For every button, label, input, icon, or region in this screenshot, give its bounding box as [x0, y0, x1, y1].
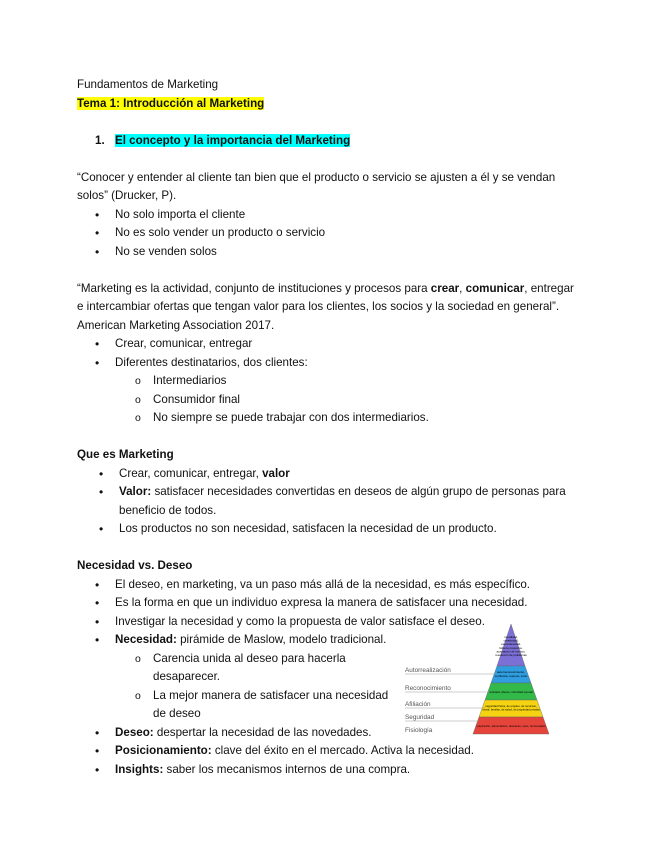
list-item [77, 742, 582, 761]
ama-text: , [459, 281, 466, 295]
list-item: • Crear, comunicar, entregar [77, 335, 582, 354]
maslow-level-text [476, 724, 546, 728]
ama-quote-line-1 [77, 280, 582, 299]
section-heading [77, 132, 582, 151]
list-item [77, 465, 582, 484]
maslow-label: Afiliación [405, 701, 431, 708]
item-bold: Deseo: [115, 725, 154, 739]
maslow-level-text-line: aceptación de hechos, [496, 649, 526, 654]
course-title: Fundamentos de Marketing [77, 78, 219, 91]
drucker-quote-line-1: “Conocer y entender al cliente tan bien que el producto o servicio se ajusten a él y se vendan [77, 170, 556, 184]
item-bold: Posicionamiento: [115, 744, 212, 757]
item-text: desaparecer. [153, 670, 221, 683]
section-title: El concepto y la importancia del Marketing [115, 133, 351, 147]
item-text: satisfacer necesidades convertidas en deseos de algún grupo de personas para [151, 485, 566, 498]
ama-text: , entregar [524, 281, 574, 295]
topic-title-highlight: Tema 1: Introducción al Marketing [77, 96, 265, 110]
list-item: • El deseo, en marketing, va un paso más allá de la necesidad, es más específico. [77, 576, 582, 595]
drucker-quote-line-2: solos” (Drucker, P). [77, 189, 177, 202]
topic-title [77, 95, 582, 114]
list-item: • Los productos no son necesidad, satisfacen la necesidad de un producto. [77, 520, 582, 539]
maslow-level-text-line: respiración, alimentación, descanso, sexo, homeostasis [476, 724, 546, 728]
list-item: • Investigar la necesidad y como la propuesta de valor satisface el deseo. [77, 613, 582, 632]
maslow-level-text [495, 670, 528, 678]
bullet-list-2 [77, 335, 582, 428]
ama-quote-line-2: e intercambiar ofertas que tengan valor para los clientes, los socios y la sociedad en general”. [77, 300, 560, 313]
maslow-level-text-line: autorreconocimiento, [496, 670, 526, 674]
maslow-label: Reconocimiento [405, 685, 451, 692]
item-bold: Necesidad: [115, 633, 177, 646]
ama-text: “Marketing es la actividad, conjunto de instituciones y procesos para [77, 281, 431, 295]
maslow-level-text-line: amistad, afecto, intimidad sexual [489, 690, 533, 694]
list-item [77, 761, 582, 780]
item-text: Carencia unida al deseo para hacerla [153, 651, 346, 665]
maslow-level-text-line: moralidad, [504, 635, 518, 639]
section-number: 1. [95, 133, 105, 147]
item-bold: valor [262, 466, 290, 480]
list-item: • No es solo vender un producto o servicio [77, 224, 582, 243]
ama-quote-line-3: American Marketing Association 2017. [77, 318, 275, 332]
list-item [77, 483, 582, 520]
maslow-level-text-line: resolución de problemas [495, 653, 527, 657]
list-item: • No se venden solos [77, 243, 582, 262]
maslow-level-text [482, 704, 540, 712]
sub-list-item: o Consumidor final [77, 391, 582, 410]
item-text: de deseo [153, 707, 201, 720]
item-text: pirámide de Maslow, modelo tradicional. [176, 633, 387, 646]
maslow-label: Fisiología [405, 727, 433, 734]
maslow-level-text-line: creatividad, [503, 638, 519, 643]
maslow-level-text-line: falta de prejuicios, [499, 645, 523, 650]
maslow-label: Autorrealización [405, 667, 451, 674]
pyramid-level-labels [405, 667, 451, 734]
sub-list-item: o No siempre se puede trabajar con dos intermediarios. [77, 409, 582, 428]
item-bold: Insights: [115, 762, 164, 776]
item-text: beneficio de todos. [119, 503, 217, 517]
sub-list-item: o Intermediarios [77, 372, 582, 391]
item-text: despertar la necesidad de las novedades. [153, 725, 372, 739]
item-text: clave del éxito en el mercado. Activa la necesidad. [211, 744, 474, 757]
ama-bold-crear: crear [430, 281, 460, 295]
item-text: La mejor manera de satisfacer una necesidad [153, 688, 389, 702]
item-bold: Valor: [119, 485, 152, 498]
maslow-label: Seguridad [405, 714, 435, 721]
maslow-level-text-line: confianza, respeto, éxito [494, 674, 528, 678]
que-es-heading: Que es Marketing [77, 448, 174, 461]
item-text: Crear, comunicar, entregar, [119, 466, 263, 480]
list-item: • Diferentes destinatarios, dos clientes: [77, 354, 582, 373]
maslow-level-text [495, 635, 527, 657]
maslow-level-text-line: espontaneidad, [501, 642, 521, 647]
que-es-list [77, 465, 582, 539]
maslow-pyramid-figure [405, 624, 573, 736]
ama-bold-comunicar: comunicar [465, 281, 525, 295]
maslow-level-text [489, 690, 533, 694]
list-item: • No solo importa el cliente [77, 206, 582, 225]
list-item: • Es la forma en que un individuo expresa la manera de satisfacer una necesidad. [77, 594, 582, 613]
maslow-level-text-line: seguridad física, de empleo, de recursos, [485, 704, 537, 708]
maslow-level-text-line: moral, familiar, de salud, de propiedad privada [482, 707, 540, 712]
necesidad-heading: Necesidad vs. Deseo [77, 559, 193, 572]
bullet-list-1 [77, 206, 582, 262]
item-text: saber los mecanismos internos de una compra. [163, 762, 411, 776]
